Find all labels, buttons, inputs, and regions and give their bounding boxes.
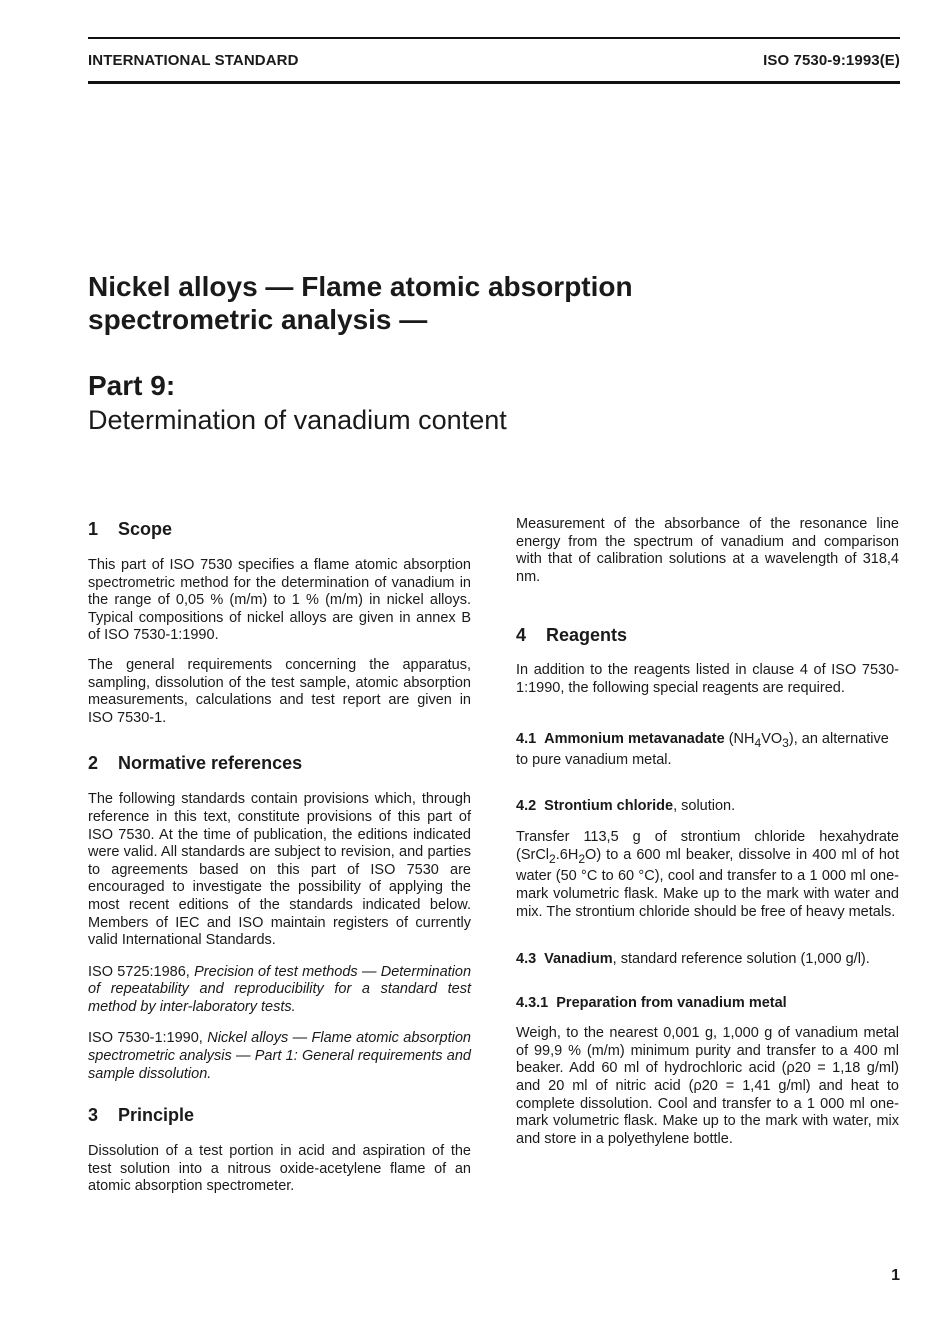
normative-references-heading (88, 752, 471, 774)
reagents-title: Reagents (546, 625, 628, 646)
reference-title: Precision of test methods — Determination of repeatability and reproducibility for a standard test method by inter-laboratory tests. (88, 963, 472, 1015)
left-column (88, 516, 471, 1196)
reference-title: Nickel alloys — Flame atomic absorption spectrometric analysis — Part 1: General requirements and sample dissolution. (88, 1030, 471, 1082)
text-run: .6H (555, 846, 579, 863)
reagent-number: 4.1 (516, 730, 537, 747)
reference-iso-7530-1 (88, 1030, 471, 1083)
reagents-intro: In addition to the reagents listed in clause 4 of ISO 7530-1:1990, the following special reagents are required. (516, 662, 899, 696)
reagent-4-3-1-heading (516, 995, 899, 1013)
reagents-heading (516, 624, 899, 646)
reagent-4-3-1-paragraph: Weigh, to the nearest 0,001 g, 1,000 g of vanadium metal of 99,9 % (m/m) minimum purity and transfer to a 400 ml beaker. Add 60 ml of hydrochloric acid (ρ20 = 1,18 g/ml) and 20 ml of nitric acid (ρ20 = 1,41 g/ml) and heat to complete dissolution. Cool and transfer to a 1 000 ml one-mark volumetric flask. Make up to the mark with water, mix and store in a polyethylene bottle. (516, 1025, 899, 1147)
reagent-description: ), an alternative to pure vanadium metal. (516, 730, 889, 769)
header-standard-number: ISO 7530-9:1993(E) (763, 52, 900, 69)
reagent-subheading: Preparation from vanadium metal (556, 994, 787, 1011)
part-label: Part 9: (88, 370, 176, 401)
scope-heading (88, 518, 471, 540)
subscript: 2 (578, 851, 586, 866)
subscript: 4 (754, 735, 762, 750)
reagent-formula-part: (NH (728, 730, 755, 747)
reagents-number: 4 (516, 625, 527, 646)
normative-title: Normative references (118, 753, 303, 774)
text-run: Transfer 113,5 g of strontium chloride hexahydrate (SrCl (516, 829, 899, 863)
title-line-2: spectrometric analysis — (88, 304, 428, 335)
reagent-4-2-paragraph (516, 829, 899, 921)
principle-number: 3 (88, 1105, 99, 1126)
reagent-4-1 (516, 731, 899, 770)
header-standard-type: INTERNATIONAL STANDARD (88, 52, 299, 69)
header-bottom-rule (88, 81, 900, 84)
principle-paragraph-1: Dissolution of a test portion in acid and aspiration of the test solution into a nitrous oxide-acetylene flame of an atomic absorption spectrometer. (88, 1143, 471, 1195)
page-number: 1 (891, 1267, 900, 1284)
reference-iso-5725 (88, 964, 471, 1017)
reagent-4-3 (516, 951, 899, 969)
reagent-number: 4.2 (516, 797, 537, 814)
normative-number: 2 (88, 753, 99, 774)
reagent-name: Strontium chloride (544, 797, 674, 814)
reagent-number: 4.3 (516, 951, 537, 968)
scope-paragraph-2: The general requirements concerning the apparatus, sampling, dissolution of the test sample, atomic absorption measurements, calculations and test report are given in ISO 7530-1. (88, 656, 471, 726)
title-line-1: Nickel alloys — Flame atomic absorption (88, 271, 633, 302)
principle-heading (88, 1104, 471, 1126)
right-column (516, 516, 899, 1148)
principle-paragraph-2: Measurement of the absorbance of the resonance line energy from the spectrum of vanadium and comparison with that of calibration solutions at a wavelength of 318,4 nm. (516, 516, 899, 585)
header-top-rule (88, 37, 900, 39)
subscript: 2 (549, 851, 556, 866)
reference-code: ISO 7530-1:1990, (88, 1030, 203, 1047)
scope-paragraph-1: This part of ISO 7530 specifies a flame atomic absorption spectrometric method for the determination of vanadium in the range of 0,05 % (m/m) to 1 % (m/m) in nickel alloys. Typical compositions of nickel alloys are given in annex B of ISO 7530-1:1990. (88, 557, 471, 644)
reagent-formula-part: VO (761, 730, 783, 747)
reagent-description: , standard reference solution (1,000 g/l). (612, 951, 870, 968)
scope-title: Scope (118, 519, 173, 539)
principle-title: Principle (118, 1105, 195, 1126)
subscript: 3 (782, 735, 789, 750)
text-run: O) to a 600 ml beaker, dissolve in 400 ml of hot water (50 °C to 60 °C), cool and transfer to a 1 000 ml one-mark volumetric flask. Make up to the mark with water and mix. The strontium chloride should be free of heavy metals. (516, 846, 899, 920)
reference-code: ISO 5725:1986, (88, 963, 190, 980)
reagent-number: 4.3.1 (516, 994, 549, 1011)
document-title (88, 270, 788, 336)
scope-number: 1 (88, 519, 99, 539)
part-subtitle: Determination of vanadium content (88, 405, 507, 435)
reagent-description: , solution. (673, 797, 736, 814)
normative-paragraph: The following standards contain provisions which, through reference in this text, constitute provisions of this part of ISO 7530. At the time of publication, the editions indicated were valid. All standards are subject to revision, and parties to agreements based on this part of ISO 7530 are encouraged to investigate the possibility of applying the most recent editions of the standards indicated below. Members of IEC and ISO maintain registers of currently valid International Standards. (88, 791, 471, 949)
reagent-4-2 (516, 798, 899, 816)
reagent-name: Ammonium metavanadate (544, 730, 725, 747)
reagent-name: Vanadium (544, 951, 613, 968)
document-title-block (88, 270, 788, 436)
